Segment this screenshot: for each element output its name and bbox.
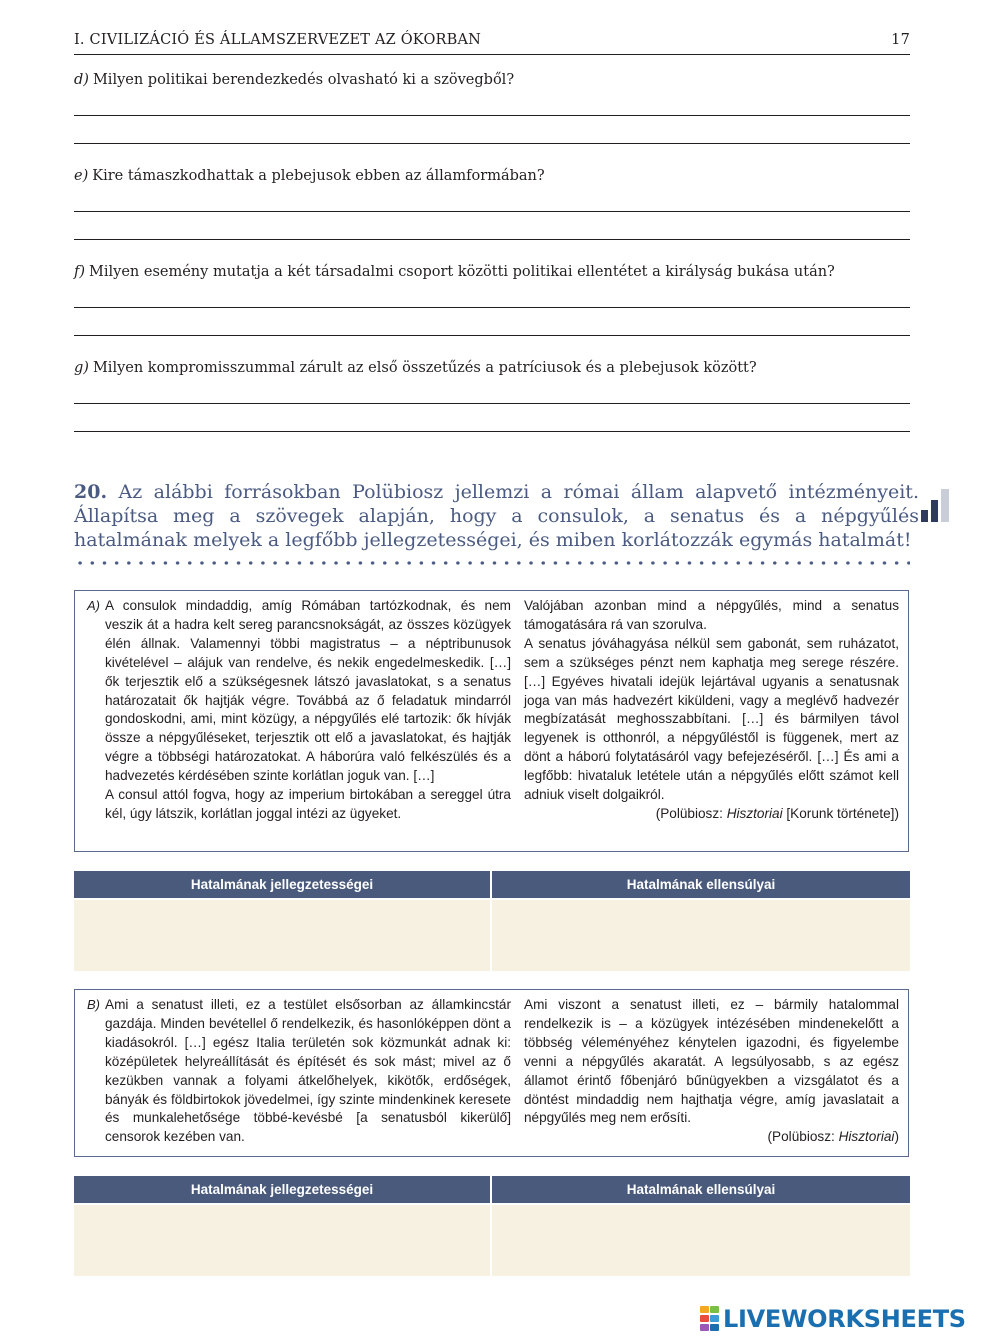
source-text: Ami viszont a senatust illeti, ez – bármily hatalommal rendelkezik is – a közügyek intézésében mindenekelőtt a többség véleményéhez kénytelen igazodni, és figyelembe venni a népgyűlés akaratát. A legsúlyosabb, s az egész államot érintő főbenjáró bűnügyekben a vizsgálatot és a döntést mindaddig nem hajthatja végre, amíg javaslatait a népgyűlés meg nem erősíti. bbox=[524, 997, 899, 1126]
source-text: A consul attól fogva, hogy az imperium birtokában a sereggel útra kél, úgy látszik, korlátlan joggal intézi az ügyeket. bbox=[105, 787, 511, 821]
logo-text: LIVEWORKSHEETS bbox=[723, 1305, 966, 1333]
source-text: Ami a senatust illeti, ez a testület elsősorban az államkincstár gazdája. Minden bevétellel ő rendelkezik, és hasonlóképpen dönt a kiadásokról. […] egész Italia területén sok közmunkát adnak ki: középületek helyreállítását és építését és sok mást; mivel az ő kezükben vannak a folyami átkelőhelyek, kikötők, erdőségek, bányák és földbirtokok jövedelmei, így szinte mindenkinek keresete és munkalehetősége többé-kevésbé [a senatusból kikerülő] censorok kezében van. bbox=[105, 997, 511, 1145]
difficulty-bars-icon bbox=[918, 486, 954, 524]
source-citation: (Polübiosz: Hisztoriai) bbox=[767, 1129, 899, 1145]
source-b-left-column bbox=[105, 996, 511, 1147]
page-number: 17 bbox=[891, 32, 910, 48]
source-tag: B) bbox=[87, 997, 100, 1012]
question-letter: d) bbox=[74, 72, 89, 88]
logo-mark-icon bbox=[700, 1306, 720, 1332]
dotted-divider bbox=[74, 560, 910, 566]
answer-line[interactable] bbox=[74, 115, 910, 116]
question-f bbox=[74, 264, 835, 280]
chapter-title: I. CIVILIZÁCIÓ ÉS ÁLLAMSZERVEZET AZ ÓKORBAN bbox=[74, 32, 482, 48]
answer-line[interactable] bbox=[74, 403, 910, 404]
source-a-right-column bbox=[524, 597, 899, 824]
source-text: A consulok mindaddig, amíg Rómában tartózkodnak, és nem veszik át a hadra kelt sereg parancsnokságát, az összes közügyek élén állnak. Valamennyi többi magistratus – a néptribunusok kivételével – alájuk van rendelve, és nekik engedelmeskedik. […] ők terjesztik elő a szükségesnek látszó javaslatokat, s a senatus határozatait ők hajtják végre. Továbbá az ő feladatuk mindarról gondoskodni, ami, mint közügy, a népgyűlés elé tartozik: ők hívják össze a népgyűléseket, terjesztik ott elő a javaslatokat, és hajtják végre a többségi határozatokat. A háborúra való felkészülés és a hadvezetés kérdésében szinte korlátlan joguk van. […] bbox=[105, 598, 511, 784]
source-a-left-column bbox=[105, 597, 511, 824]
answer-cell-features[interactable] bbox=[74, 900, 490, 971]
question-letter: g) bbox=[74, 360, 89, 376]
question-text: Milyen politikai berendezkedés olvasható ki a szövegből? bbox=[92, 72, 515, 88]
question-letter: e) bbox=[74, 168, 89, 184]
page-header bbox=[74, 32, 910, 55]
answer-cell-counterweights[interactable] bbox=[492, 900, 910, 971]
source-a-box bbox=[74, 590, 909, 852]
source-text: A senatus jóváhagyása nélkül sem gabonát, sem ruházatot, sem a szükséges pénzt nem kaphatja meg serege részére. […] Egyéves hivatali idejük lejártával ugyanis a senatusnak joga van más hadvezért kiküldeni, vagy a meglévő hadvezér megbízatását meghosszabbítani. […] és bármilyen távol legyenek is otthonról, a népgyűléstől is függenek, mert az dönt a háború folytatásáról vagy befejezéséről. […] És ami a legfőbb: hivataluk letétele után a népgyűlés előtt számot kell adniuk viselt dolgaikról. bbox=[524, 635, 899, 803]
question-letter: f) bbox=[74, 264, 86, 280]
answer-line[interactable] bbox=[74, 431, 910, 432]
answer-cell-counterweights[interactable] bbox=[492, 1205, 910, 1276]
task-prompt bbox=[74, 480, 919, 552]
answer-line[interactable] bbox=[74, 143, 910, 144]
table-header: Hatalmának jellegzetességei bbox=[74, 871, 490, 898]
question-d bbox=[74, 72, 514, 88]
answer-line[interactable] bbox=[74, 239, 910, 240]
answer-line[interactable] bbox=[74, 307, 910, 308]
table-header: Hatalmának ellensúlyai bbox=[492, 871, 910, 898]
table-header: Hatalmának ellensúlyai bbox=[492, 1176, 910, 1203]
question-g bbox=[74, 360, 757, 376]
answer-line[interactable] bbox=[74, 211, 910, 212]
question-text: Milyen esemény mutatja a két társadalmi csoport közötti politikai ellentétet a királyság bukása után? bbox=[89, 264, 835, 280]
question-text: Kire támaszkodhattak a plebejusok ebben az államformában? bbox=[92, 168, 545, 184]
source-b-right-column bbox=[524, 996, 899, 1147]
source-text: Valójában azonban mind a népgyűlés, mind a senatus támogatására rá van szorulva. bbox=[524, 598, 899, 632]
task-number: 20. bbox=[74, 481, 108, 503]
source-b-box bbox=[74, 989, 909, 1157]
source-citation: (Polübiosz: Hisztoriai [Korunk története]) bbox=[655, 805, 899, 821]
answer-line[interactable] bbox=[74, 335, 910, 336]
question-text: Milyen kompromisszummal zárult az első összetűzés a patríciusok és a plebejusok között? bbox=[92, 360, 757, 376]
source-tag: A) bbox=[87, 598, 100, 613]
task-text: Az alábbi forrásokban Polübiosz jellemzi a római állam alapvető intézményeit. Állapítsa meg a szövegek alapján, hogy a consulok, a senatus és a népgyűlés hatalmának melyek a legfőbb jellegzetességei, és miben korlátozzák egymás hatalmát! bbox=[74, 481, 919, 551]
question-e bbox=[74, 168, 545, 184]
table-header: Hatalmának jellegzetességei bbox=[74, 1176, 490, 1203]
liveworksheets-logo bbox=[700, 1304, 966, 1334]
answer-cell-features[interactable] bbox=[74, 1205, 490, 1276]
